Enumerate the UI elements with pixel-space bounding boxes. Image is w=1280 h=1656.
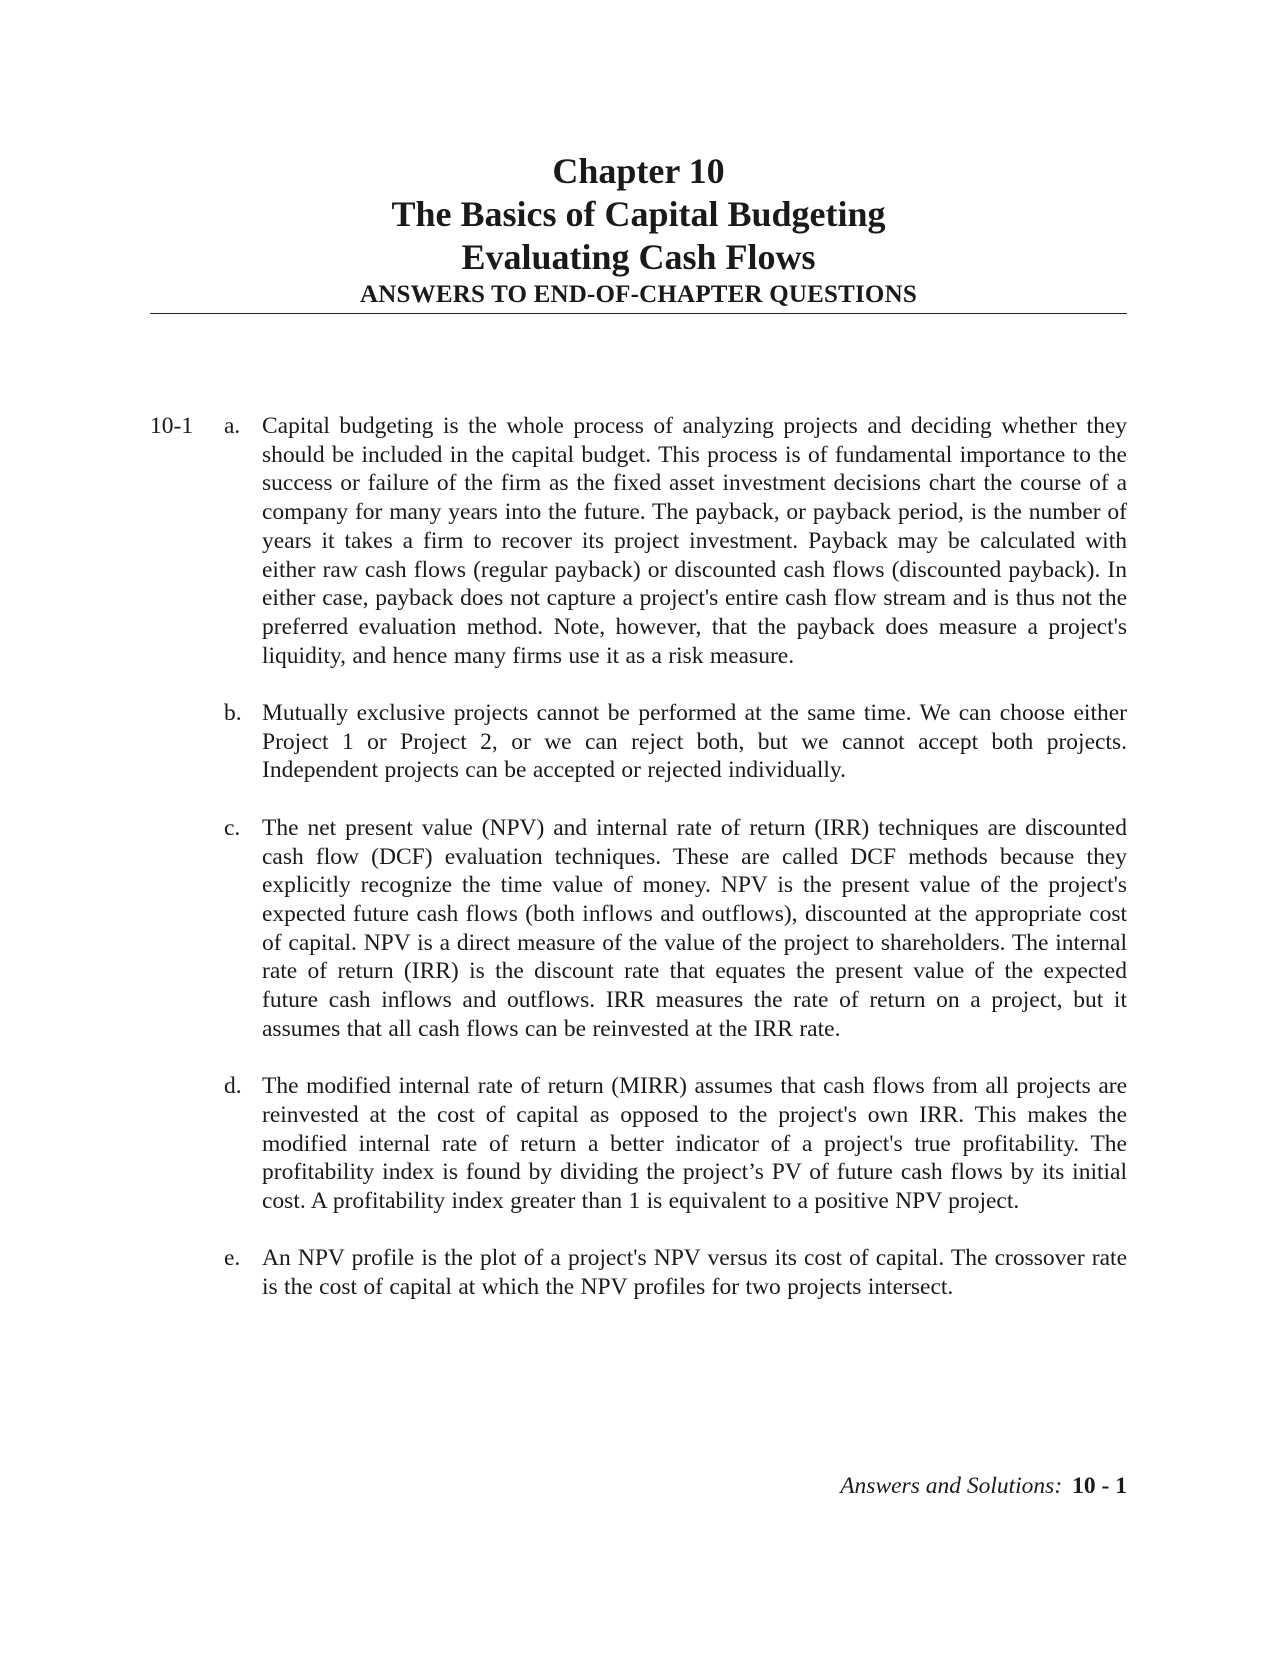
part-text: Mutually exclusive projects cannot be performed at the same time. We can choose either Project 1 or Project 2, or we can reject both, but we cannot accept both projects. Independent projects can be accepted or rejected individually.	[262, 700, 1127, 784]
part-text: An NPV profile is the plot of a project's NPV versus its cost of capital. The crossover rate is the cost of capital at which the NPV profiles for two projects intersect.	[262, 1245, 1127, 1301]
section-heading: ANSWERS TO END-OF-CHAPTER QUESTIONS	[360, 281, 917, 308]
part-letter: a.	[224, 413, 241, 439]
part-letter: c.	[224, 814, 241, 841]
answer-part-d	[150, 1072, 1127, 1216]
page-number: 10 - 1	[1072, 1473, 1127, 1499]
chapter-title: The Basics of Capital Budgeting	[391, 194, 886, 234]
header-divider	[150, 313, 1127, 314]
answer-part-e	[150, 1244, 1127, 1301]
answer-part-a	[150, 412, 1127, 670]
chapter-subtitle: Evaluating Cash Flows	[461, 237, 816, 277]
question-number: 10-1	[150, 413, 194, 439]
answer-part-b	[150, 699, 1127, 785]
answer-part-c	[150, 814, 1127, 1044]
part-letter: b.	[224, 700, 242, 727]
part-text: The modified internal rate of return (MIRR) assumes that cash flows from all projects are reinvested at the cost of capital as opposed to the project's own IRR. This makes the modified internal rate of return a better indicator of a project's true profitability. The profitability index is found by dividing the project’s PV of future cash flows by its initial cost. A profitability index greater than 1 is equivalent to a positive NPV project.	[262, 1073, 1127, 1214]
page-footer	[840, 1472, 1127, 1500]
footer-label: Answers and Solutions:	[840, 1473, 1063, 1499]
part-text: The net present value (NPV) and internal rate of return (IRR) techniques are discounted cash flow (DCF) evaluation techniques. These are called DCF methods because they explicitly recognize the time value of money. NPV is the present value of the project's expected future cash flows (both inflows and outflows), discounted at the appropriate cost of capital. NPV is a direct measure of the value of the project to shareholders. The internal rate of return (IRR) is the discount rate that equates the present value of the expected future cash inflows and outflows. IRR measures the rate of return on a project, but it assumes that all cash flows can be reinvested at the IRR rate.	[262, 814, 1127, 1042]
chapter-number: Chapter 10	[552, 151, 725, 191]
page-header	[150, 150, 1127, 311]
part-text: Capital budgeting is the whole process of analyzing projects and deciding whether they should be included in the capital budget. This process is of fundamental importance to the success or failure of the firm as the fixed asset investment decisions chart the course of a company for many years into the future. The payback, or payback period, is the number of years it takes a firm to recover its project investment. Payback may be calculated with either raw cash flows (regular payback) or discounted cash flows (discounted payback). In either case, payback does not capture a project's entire cash flow stream and is thus not the preferred evaluation method. Note, however, that the payback does measure a project's liquidity, and hence many firms use it as a risk measure.	[262, 413, 1127, 669]
part-letter: e.	[224, 1245, 241, 1272]
question-block	[150, 412, 1127, 1330]
part-letter: d.	[224, 1073, 242, 1100]
